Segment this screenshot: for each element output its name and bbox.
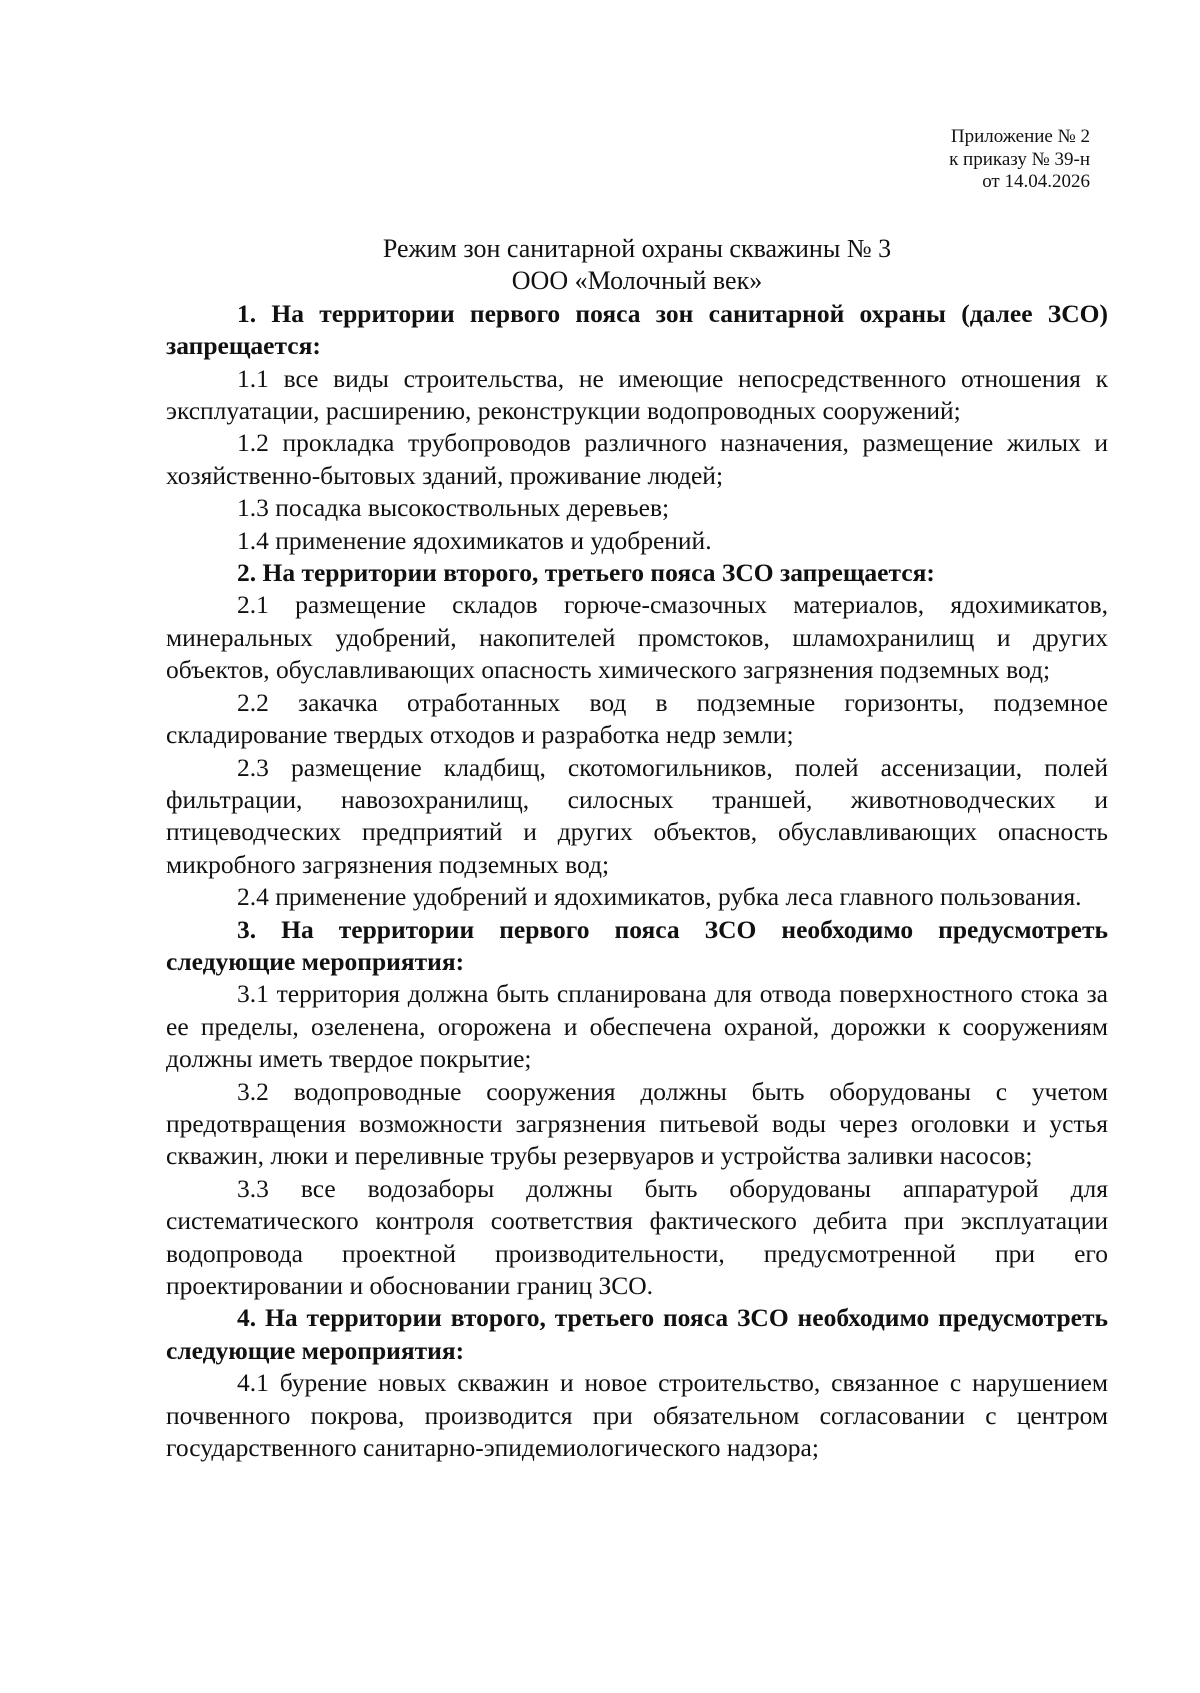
section-item-1-3: 1.3 посадка высокоствольных деревьев;	[237, 493, 670, 523]
section-heading-4: 4. На территории второго, третьего пояса ЗСО необходимо предусмотреть следующие мероприятия:	[166, 1303, 1108, 1365]
appendix-number: Приложение № 2	[950, 126, 1090, 147]
section-item-1-2: 1.2 прокладка трубопроводов различного назначения, размещение жилых и хозяйственно-бытовых зданий, проживание людей;	[166, 428, 1108, 490]
appendix-reference	[949, 126, 1090, 194]
appendix-order-ref: к приказу № 39-н	[949, 148, 1090, 170]
section-heading-1: 1. На территории первого пояса зон санитарной охраны (далее ЗСО) запрещается:	[166, 298, 1108, 361]
section-item-3-3: 3.3 все водозаборы должны быть оборудованы аппаратурой для систематического контроля соответствия фактического дебита при эксплуатации водопровода проектной производительности, предусмотренной при его проектировании и обосновании границ ЗСО.	[166, 1173, 1108, 1300]
section-item-2-1: 2.1 размещение складов горюче-смазочных материалов, ядохимикатов, минеральных удобрений, накопителей промстоков, шламохранилищ и других объектов, обуславливающих опасность химического загрязнения подземных вод;	[166, 590, 1108, 685]
section-heading-2: 2. На территории второго, третьего пояса ЗСО запрещается:	[237, 558, 935, 588]
section-item-3-2: 3.2 водопроводные сооружения должны быть оборудованы с учетом предотвращения возможности загрязнения питьевой воды через оголовки и устья скважин, люки и переливные трубы резервуаров и устройства заливки насосов;	[166, 1076, 1108, 1171]
appendix-date: от 14.04.2026	[982, 171, 1090, 192]
section-heading-3: 3. На территории первого пояса ЗСО необходимо предусмотреть следующие мероприятия:	[166, 914, 1108, 976]
document-subtitle: ООО «Молочный век»	[511, 266, 763, 296]
document-body	[166, 233, 1108, 1464]
section-item-2-2: 2.2 закачка отработанных вод в подземные горизонты, подземное складирование твердых отходов и разработка недр земли;	[166, 687, 1108, 750]
section-item-4-1: 4.1 бурение новых скважин и новое строительство, связанное с нарушением почвенного покрова, производится при обязательном согласовании с центром государственного санитарно-эпидемиологического надзора;	[166, 1368, 1108, 1463]
document-title: Режим зон санитарной охраны скважины № 3	[382, 234, 892, 263]
section-item-1-4: 1.4 применение ядохимикатов и удобрений.	[237, 525, 712, 555]
section-item-3-1: 3.1 территория должна быть спланирована для отвода поверхностного стока за ее пределы, озеленена, огорожена и обеспечена охраной, дорожки к сооружениям должны иметь твердое покрытие;	[166, 979, 1108, 1074]
section-item-2-3: 2.3 размещение кладбищ, скотомогильников, полей ассенизации, полей фильтрации, навозохранилищ, силосных траншей, животноводческих и птицеводческих предприятий и других объектов, обуславливающих опасность микробного загрязнения подземных вод;	[166, 752, 1108, 879]
section-item-1-1: 1.1 все виды строительства, не имеющие непосредственного отношения к эксплуатации, расширению, реконструкции водопроводных сооружений;	[166, 363, 1108, 426]
section-item-2-4: 2.4 применение удобрений и ядохимикатов, рубка леса главного пользования.	[237, 882, 1082, 912]
